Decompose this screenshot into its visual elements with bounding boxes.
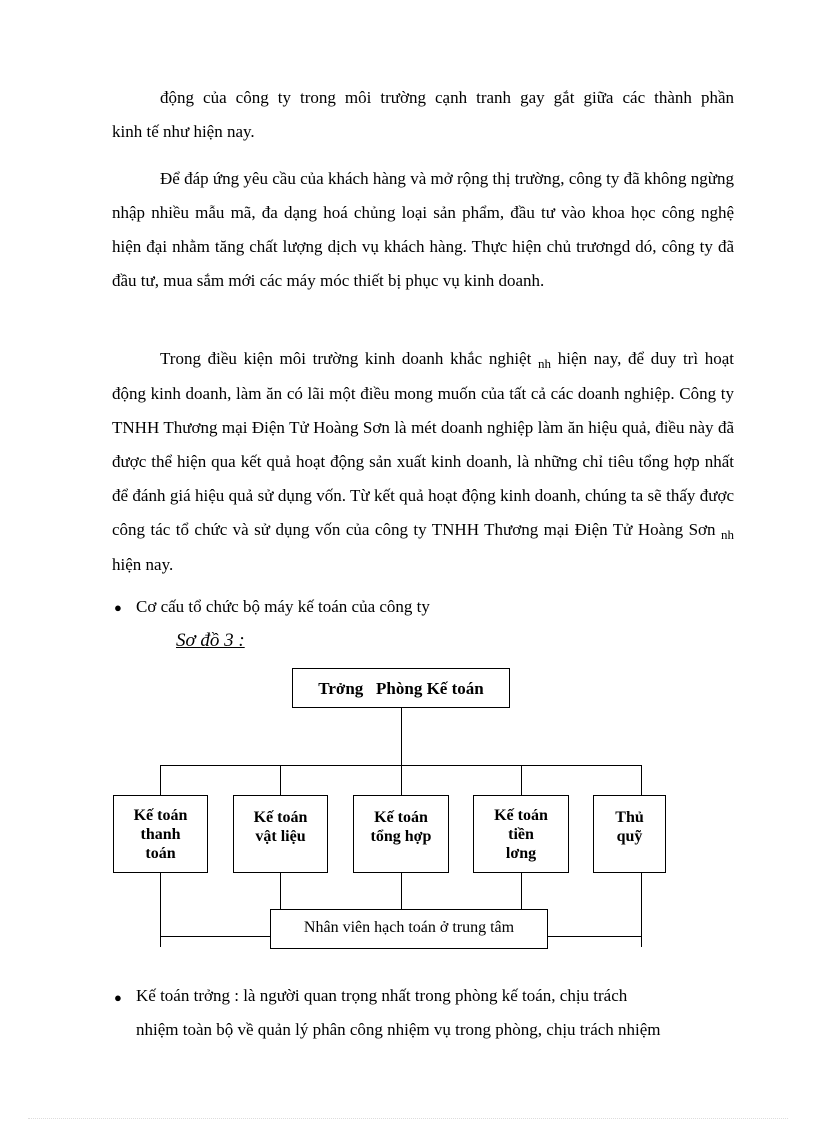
bullet-2-line-1: Kế toán trởng : là người quan trọng nhất trong phòng kế toán, chịu trách [136,986,628,1005]
bullet-dot-2: ● [114,990,122,1005]
connector-bottom-right [548,936,641,937]
box-3-line-2: tổng hợp [370,828,432,845]
connector-top-1 [160,765,161,795]
connector-bottom-5 [641,872,642,947]
box-4-line-1: Kế toán [494,806,548,824]
bullet-2-line-2: nhiệm toàn bộ về quản lý phân công nhiệm vụ trong phòng, chịu trách nhiệm [136,1020,661,1039]
page-bottom-rule [28,1118,788,1119]
connector-bottom-2 [280,872,281,910]
diagram-caption: Sơ đồ 3 : [176,630,245,651]
box-1-line-2: thanh [140,825,181,843]
connector-bottom-4 [521,872,522,910]
box-materials-accountant [233,795,328,873]
paragraph-3 [112,342,734,582]
paragraph-3-subscript-1: nh [538,356,552,371]
box-general-accountant [353,795,449,873]
head-accountant-label: Trởng Phòng Kế toán [318,678,484,698]
paragraph-3-part-1: Trong điều kiện môi trường kinh doanh khắc nghiệt [160,349,532,368]
box-2-line-1: Kế toán [253,809,308,826]
paragraph-3-part-3: hiện nay. [112,555,174,574]
head-accountant-box [292,668,510,708]
box-1-line-3: toán [145,844,176,862]
paragraph-3-subscript-2: nh [721,527,735,542]
box-salary-accountant [473,795,569,873]
connector-bottom-3 [401,872,402,910]
box-5-line-2: quỹ [616,828,643,845]
central-accounting-staff-label: Nhân viên hạch toán ở trung tâm [303,919,515,936]
paragraph-2: Để đáp ứng yêu cầu của khách hàng và mở rộng thị trường, công ty đã không ngừng nhập nhiều mẫu mã, đa dạng hoá chủng loại sản phẩm, đầu tư vào khoa học công nghệ hiện đại nhằm tăng chất lượng dịch vụ khách hàng. Thực hiện chủ trươngd dó, công ty đã đầu tư, mua sắm mới các máy móc thiết bị phục vụ kinh doanh. [112,169,734,290]
paragraph-3-part-2: hiện nay, để duy trì hoạt động kinh doanh, làm ăn có lãi một điều mong muốn của tất cả các doanh nghiệp. Công ty TNHH Thương mại Điện Tử Hoàng Sơn là mét doanh nghiệp làm ăn hiệu quả, điều này đã được thể hiện qua kết quả hoạt động sản xuất kinh doanh, là những chỉ tiêu tổng hợp nhất để đánh giá hiệu quả sử dụng vốn. Từ kết quả hoạt động kinh doanh, chúng ta sẽ thấy được công tác tổ chức và sử dụng vốn của công ty TNHH Thương mại Điện Tử Hoàng Sơn [112,349,735,539]
connector-head-down [401,706,402,766]
connector-top-3 [401,765,402,795]
box-treasurer [593,795,666,873]
paragraph-1-line-1: động của công ty trong môi trường cạnh tranh gay gắt giữa các thành phần [160,88,734,107]
bullet-1-text: Cơ cấu tổ chức bộ máy kế toán của công ty [136,597,430,616]
connector-bottom-left [160,936,270,937]
paragraph-1-line-2: kinh tế như hiện nay. [112,122,255,141]
box-3-line-1: Kế toán [374,809,428,826]
box-4-line-3: lơng [505,844,537,862]
connector-top-2 [280,765,281,795]
box-5-line-1: Thủ [615,809,644,826]
box-payment-accountant [113,795,208,873]
box-2-line-2: vật liệu [255,828,306,845]
bullet-dot-1: ● [114,600,122,615]
connector-top-5 [641,765,642,795]
central-accounting-staff-box [270,909,548,949]
box-4-line-2: tiền [508,825,534,843]
connector-top-4 [521,765,522,795]
box-1-line-1: Kế toán [133,806,188,824]
